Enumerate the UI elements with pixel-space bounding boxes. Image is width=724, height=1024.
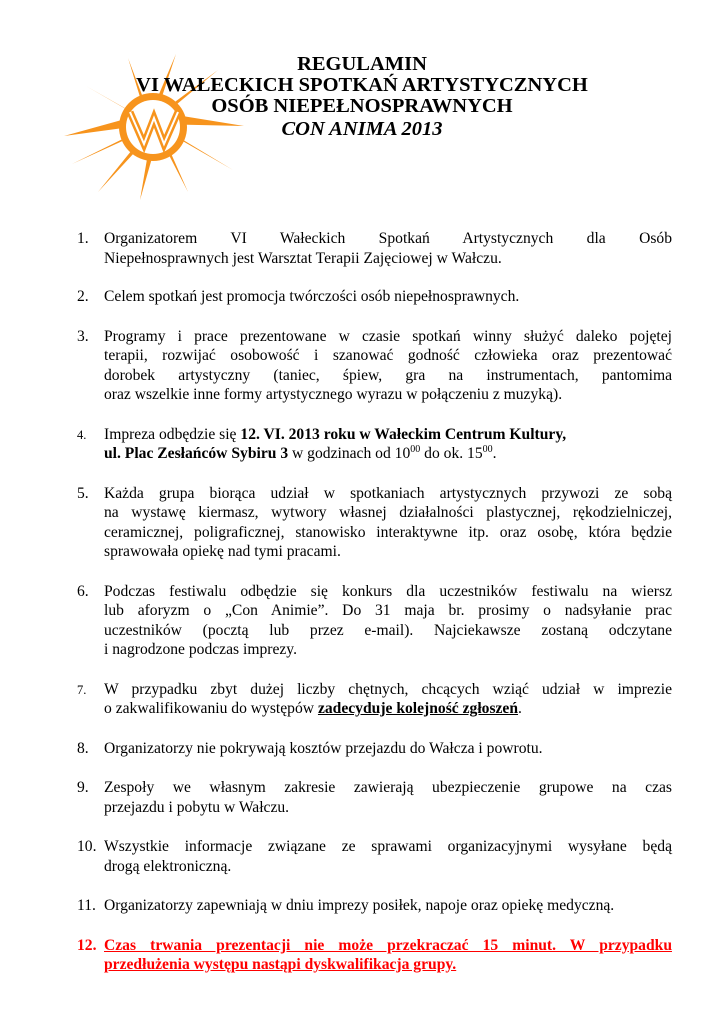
title-event-name: VI WAŁECKICH SPOTKAŃ ARTYSTYCZNYCH bbox=[136, 74, 588, 96]
title-regulamin: REGULAMIN bbox=[297, 53, 427, 75]
rule-number: 11. bbox=[77, 897, 96, 914]
rule-8-line-1: Organizatorzy nie pokrywają kosztów przejazdu do Wałcza i powrotu. bbox=[104, 739, 543, 757]
rule-9 bbox=[77, 778, 672, 817]
rule-10-line-1: Wszystkie informacje związane ze sprawami organizacyjnymi wysyłane będą bbox=[104, 838, 672, 855]
title-participants: OSÓB NIEPEŁNOSPRAWNYCH bbox=[211, 95, 513, 117]
rule-3-line-4: oraz wszelkie inne formy artystycznego wyrazu w połączeniu z muzyką). bbox=[104, 386, 563, 403]
rule-number: 12. bbox=[77, 936, 97, 954]
rule-number: 7. bbox=[77, 682, 87, 697]
document-header bbox=[0, 54, 724, 138]
title-con-anima: CON ANIMA 2013 bbox=[281, 118, 443, 140]
rule-10 bbox=[77, 837, 672, 876]
rule-7 bbox=[77, 680, 672, 719]
rule-12-line-1: Czas trwania prezentacji nie może przekraczać 15 minut. W przypadku bbox=[104, 936, 672, 954]
rule-6-line-3: uczestników (pocztą lub przez e-mail). Najciekawsze zostaną odczytane bbox=[104, 621, 672, 639]
rule-3-line-2: terapii, rozwijać osobowość i szanować godność człowieka oraz prezentować bbox=[104, 347, 672, 364]
rule-2 bbox=[77, 287, 672, 307]
rule-3-line-1: Programy i prace prezentowane w czasie spotkań winny służyć daleko pojętej bbox=[104, 327, 672, 345]
rule-8 bbox=[77, 739, 672, 759]
rule-6-line-2: lub aforyzm o „Con Animie”. Do 31 maja br. prosimy o nadsyłanie prac bbox=[104, 602, 672, 619]
rule-4 bbox=[77, 425, 672, 464]
rule-5 bbox=[77, 484, 672, 562]
rule-10-line-2: drogą elektroniczną. bbox=[104, 857, 232, 875]
rule-number: 6. bbox=[77, 582, 89, 600]
rule-2-line-1: Celem spotkań jest promocja twórczości osób niepełnosprawnych. bbox=[104, 288, 520, 305]
rule-7-line-2: o zakwalifikowaniu do występów zadecyduje kolejność zgłoszeń. bbox=[104, 700, 522, 717]
rule-number: 8. bbox=[77, 739, 89, 757]
rule-number: 5. bbox=[77, 484, 89, 502]
rule-number: 1. bbox=[77, 230, 89, 247]
rule-6 bbox=[77, 582, 672, 660]
rule-1-line-1: Organizatorem VI Wałeckich Spotkań Artystycznych dla Osób bbox=[104, 230, 672, 247]
rule-12-line-2: przedłużenia występu nastąpi dyskwalifikacja grupy. bbox=[104, 956, 457, 973]
rule-1 bbox=[77, 229, 672, 268]
rule-number: 10. bbox=[77, 838, 97, 855]
rule-5-line-1: Każda grupa biorąca udział w spotkaniach artystycznych przywozi ze sobą bbox=[104, 484, 672, 502]
rule-4-line-1: Impreza odbędzie się 12. VI. 2013 roku w Wałeckim Centrum Kultury, bbox=[104, 425, 567, 443]
rule-11-line-1: Organizatorzy zapewniają w dniu imprezy posiłek, napoje oraz opiekę medyczną. bbox=[104, 897, 615, 914]
rule-3 bbox=[77, 327, 672, 405]
rule-9-line-2: przejazdu i pobytu w Wałczu. bbox=[104, 798, 290, 816]
rule-12 bbox=[77, 936, 672, 975]
rule-number: 2. bbox=[77, 288, 89, 305]
rule-1-line-2: Niepełnosprawnych jest Warsztat Terapii Zajęciowej w Wałczu. bbox=[104, 249, 502, 267]
rule-6-line-4: i nagrodzone podczas imprezy. bbox=[104, 641, 297, 658]
rule-7-line-1: W przypadku zbyt dużej liczby chętnych, chcących wziąć udział w imprezie bbox=[104, 680, 672, 698]
rule-number: 9. bbox=[77, 779, 89, 796]
rule-5-line-2: na wystawę kiermasz, wytwory własnej działalności plastycznej, rękodzielniczej, bbox=[104, 504, 672, 521]
rule-number: 3. bbox=[77, 327, 89, 345]
rule-5-line-4: sprawowała opiekę nad tymi pracami. bbox=[104, 543, 341, 560]
rule-5-line-3: ceramicznej, poligraficznej, stanowisko interaktywne itp. oraz osobę, która będzie bbox=[104, 523, 672, 541]
rule-number: 4. bbox=[77, 427, 87, 442]
rule-6-line-1: Podczas festiwalu odbędzie się konkurs dla uczestników festiwalu na wiersz bbox=[104, 582, 672, 600]
rule-9-line-1: Zespoły we własnym zakresie zawierają ubezpieczenie grupowe na czas bbox=[104, 779, 672, 796]
rule-3-line-3: dorobek artystyczny (taniec, śpiew, gra na instrumentach, pantomima bbox=[104, 366, 672, 384]
rule-4-line-2: ul. Plac Zesłańców Sybiru 3 w godzinach od $10^{00}$ do ok. $15^{00}$. bbox=[104, 444, 497, 462]
rules-list bbox=[77, 229, 672, 975]
rule-11 bbox=[77, 896, 672, 916]
